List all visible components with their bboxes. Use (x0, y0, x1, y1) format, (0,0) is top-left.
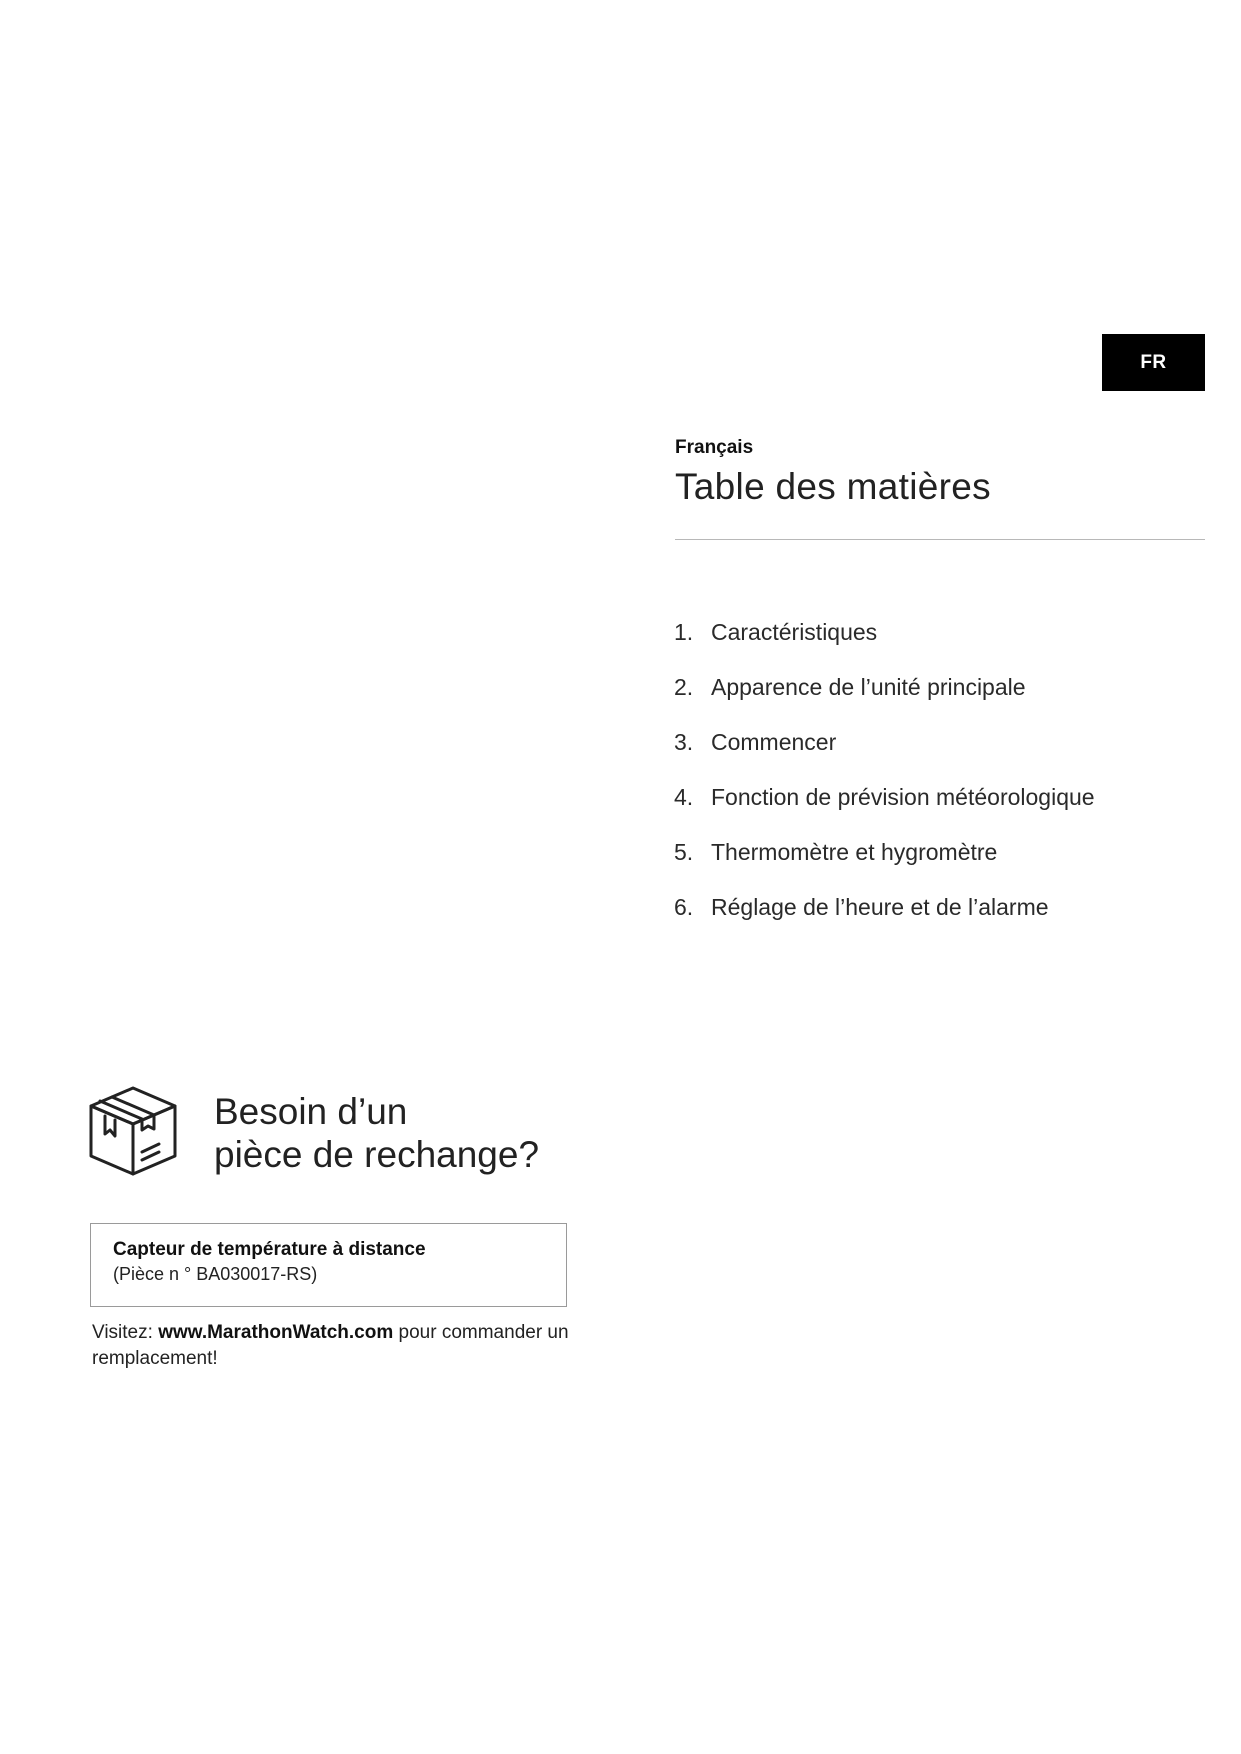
toc-item-number: 2. (674, 674, 694, 700)
visit-note (92, 1320, 582, 1372)
toc-item-1[interactable] (674, 619, 1095, 674)
toc-item-6[interactable] (674, 894, 1095, 949)
toc-item-label: Commencer (711, 729, 837, 755)
toc-item-label: Fonction de prévision météorologique (711, 784, 1095, 810)
part-info-box (90, 1223, 567, 1307)
spare-part-heading (214, 1090, 539, 1176)
box-icon (88, 1084, 178, 1178)
toc-item-number: 5. (674, 839, 694, 865)
toc-item-number: 3. (674, 729, 694, 755)
toc-item-label: Apparence de l’unité principale (711, 674, 1026, 700)
toc-item-5[interactable] (674, 839, 1095, 894)
toc-item-label: Thermomètre et hygromètre (711, 839, 998, 865)
website-link[interactable]: www.MarathonWatch.com (158, 1322, 394, 1343)
toc-item-3[interactable] (674, 729, 1095, 784)
toc-item-4[interactable] (674, 784, 1095, 839)
spare-part-heading-line1: Besoin d’un (214, 1091, 408, 1132)
visit-prefix: Visitez: (92, 1322, 159, 1343)
language-label: Français (675, 437, 754, 458)
language-badge-label: FR (1140, 351, 1167, 373)
toc-item-label: Caractéristiques (711, 619, 878, 645)
spare-part-heading-line2: pièce de rechange? (214, 1134, 540, 1175)
toc-item-number: 6. (674, 894, 694, 920)
page-title: Table des matières (675, 466, 991, 507)
toc-item-2[interactable] (674, 674, 1095, 729)
visit-suffix: pour commander un remplacement! (92, 1322, 569, 1369)
title-divider (675, 539, 1205, 540)
toc-item-number: 1. (674, 619, 694, 645)
part-number: (Pièce n ° BA030017-RS) (113, 1264, 318, 1284)
table-of-contents (674, 619, 1095, 949)
toc-item-number: 4. (674, 784, 694, 810)
part-name: Capteur de température à distance (113, 1239, 426, 1260)
toc-item-label: Réglage de l’heure et de l’alarme (711, 894, 1049, 920)
language-badge (1102, 334, 1205, 391)
